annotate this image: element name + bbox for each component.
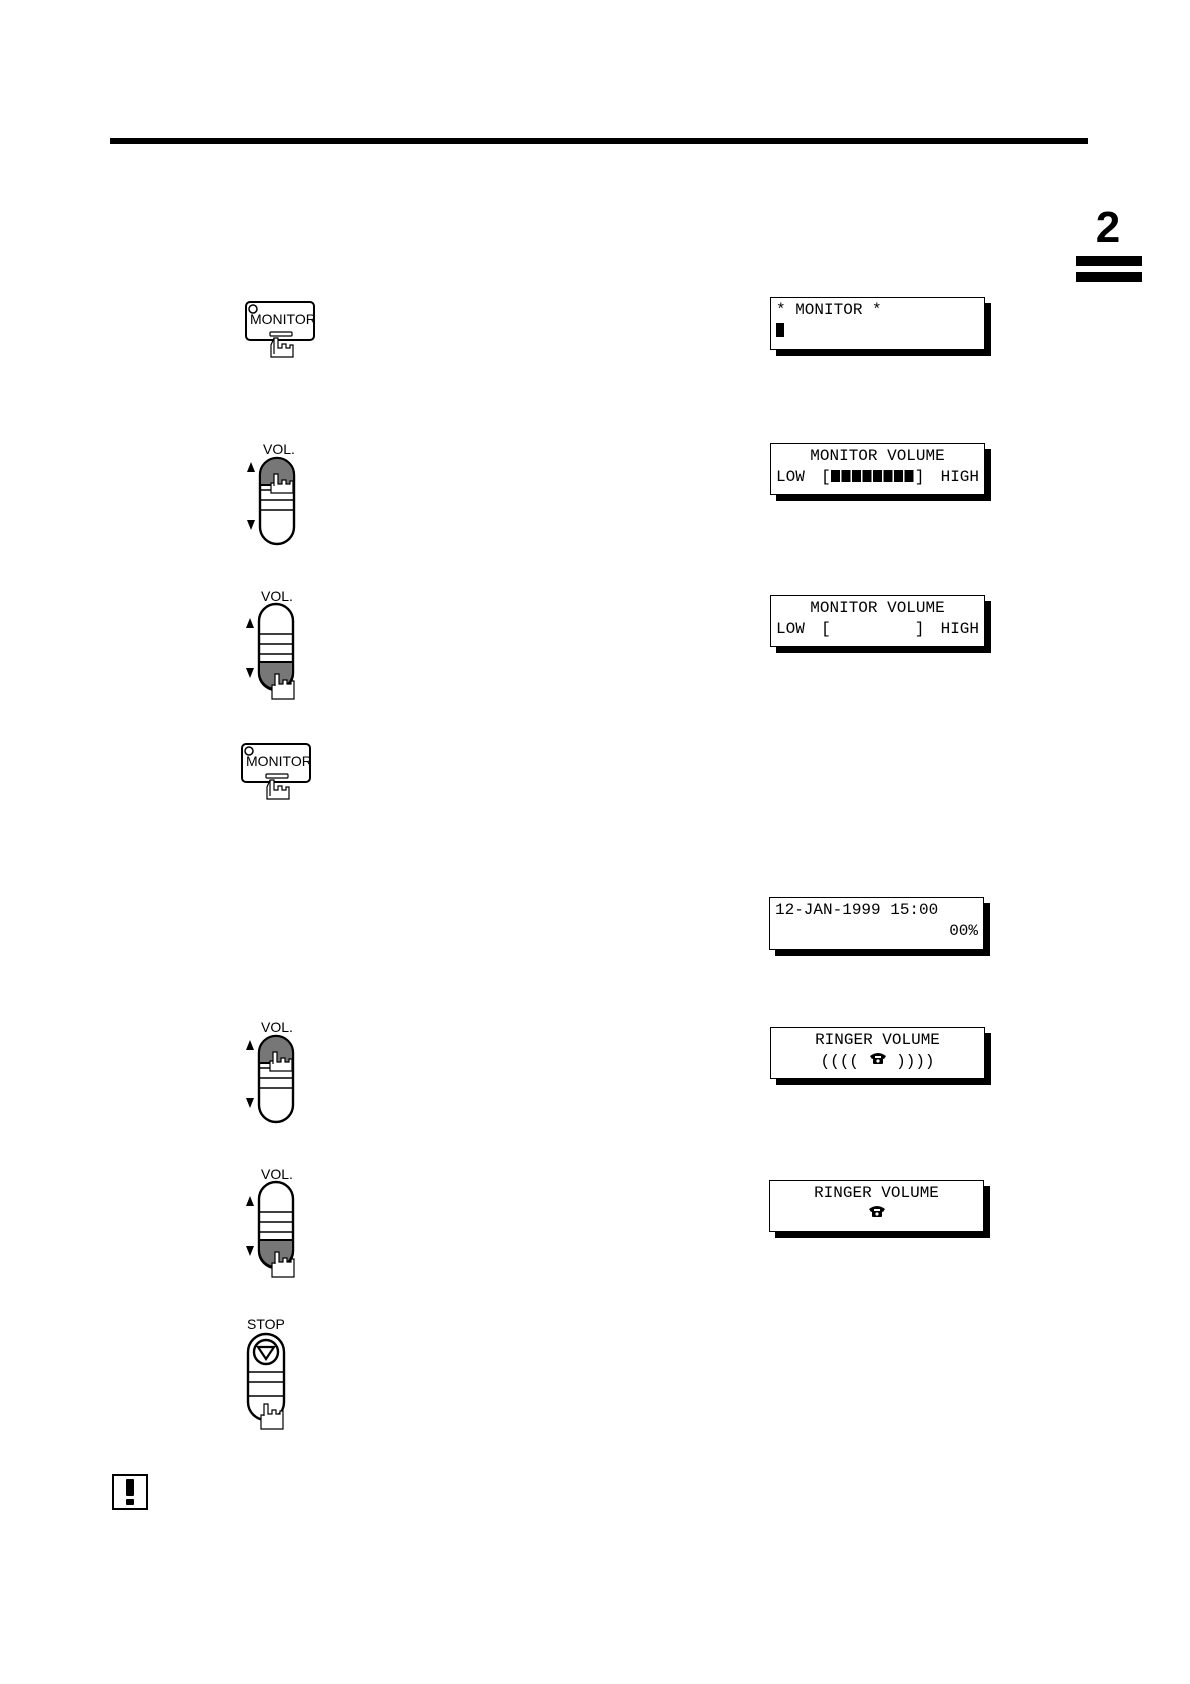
bracket-close: ] [914, 620, 925, 638]
lcd-line: 12-JAN-1999 15:00 [775, 901, 939, 919]
lcd-line: * MONITOR * [776, 301, 882, 319]
lcd-line [776, 619, 979, 640]
lcd-level [821, 467, 924, 488]
phone-icon [869, 1051, 887, 1072]
lcd-line: 00% [949, 922, 978, 940]
stop-button-press[interactable] [244, 1332, 304, 1440]
lcd-ringer-volume-off [769, 1180, 984, 1232]
lcd-ringer-volume-max [770, 1027, 985, 1079]
monitor-button-press-2[interactable] [236, 740, 316, 810]
lcd-high: HIGH [940, 620, 979, 638]
cursor-block [776, 323, 784, 337]
vol-label: VOL. [263, 441, 295, 457]
vol-up-press-ringer[interactable] [243, 1034, 309, 1126]
chapter-bar [1076, 272, 1142, 282]
vol-up-press[interactable] [244, 456, 310, 548]
ringer-waves-right: )))) [896, 1052, 935, 1071]
vol-down-press-ringer[interactable] [243, 1180, 309, 1284]
lcd-line [775, 1204, 978, 1225]
lcd-level [821, 619, 924, 640]
lcd-low: LOW [776, 468, 805, 486]
vol-label: VOL. [261, 588, 293, 604]
volume-level-bar [831, 470, 915, 482]
monitor-button-label: MONITOR [250, 311, 316, 327]
lcd-line: MONITOR VOLUME [810, 447, 945, 465]
bracket-close: ] [914, 468, 925, 486]
bracket-open: [ [821, 620, 831, 638]
phone-icon [868, 1204, 886, 1225]
chapter-bar [1076, 256, 1142, 266]
lcd-line: RINGER VOLUME [815, 1031, 940, 1049]
top-rule [110, 138, 1088, 144]
monitor-button-press-1[interactable] [240, 298, 320, 368]
lcd-low: LOW [776, 620, 805, 638]
vol-label: VOL. [261, 1166, 293, 1182]
bracket-open: [ [821, 468, 831, 486]
vol-label: VOL. [261, 1019, 293, 1035]
lcd-line [776, 321, 979, 342]
lcd-monitor [770, 297, 985, 350]
chapter-number: 2 [1095, 203, 1121, 252]
caution-note-icon [112, 1474, 148, 1510]
lcd-line [776, 1051, 979, 1072]
chapter-tab [1076, 203, 1144, 282]
lcd-high: HIGH [940, 468, 979, 486]
exclamation-icon [114, 1476, 146, 1508]
ringer-waves-left: (((( [820, 1052, 859, 1071]
lcd-monitor-volume-off [770, 595, 985, 647]
lcd-standby [769, 897, 984, 950]
stop-label: STOP [247, 1316, 285, 1332]
lcd-line [776, 467, 979, 488]
lcd-monitor-volume-high [770, 443, 985, 495]
lcd-line: RINGER VOLUME [814, 1184, 939, 1202]
monitor-button-label: MONITOR [246, 753, 312, 769]
vol-down-press[interactable] [243, 602, 309, 706]
lcd-line: MONITOR VOLUME [810, 599, 945, 617]
